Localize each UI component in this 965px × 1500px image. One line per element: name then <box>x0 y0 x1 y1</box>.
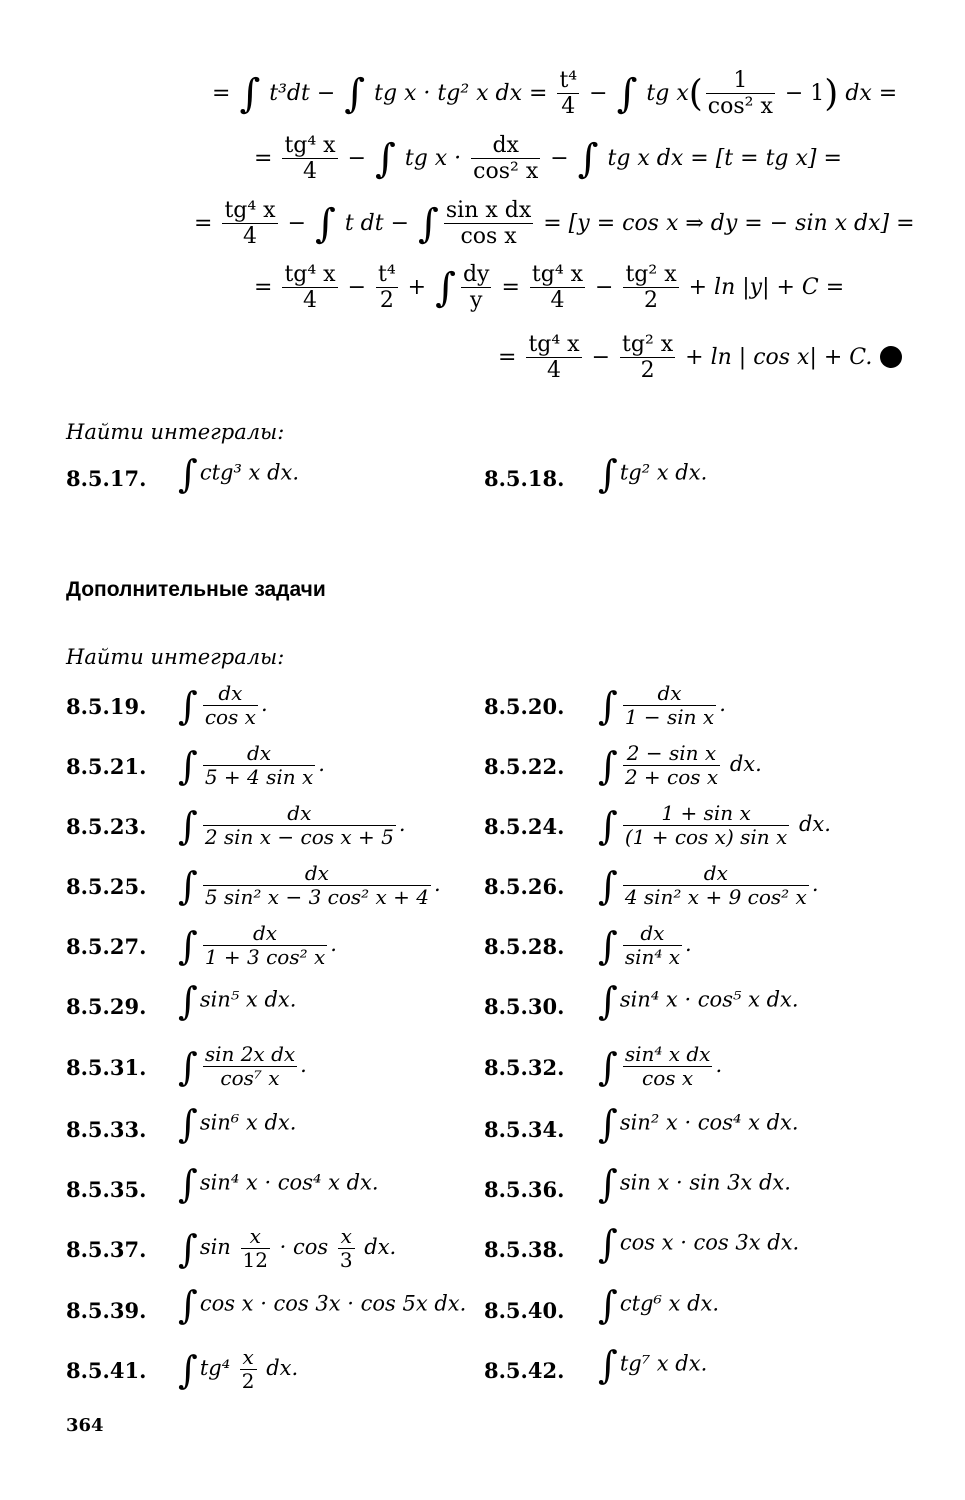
integral-sign: ∫ <box>315 200 336 247</box>
integral-sign: ∫ <box>616 70 638 117</box>
problem-number: 8.5.19. <box>66 694 147 719</box>
fraction: $\frac{\text{tg⁴ x}}{4}$ <box>284 133 336 185</box>
fraction: $\frac{1}{\text{cos² x}}$ <box>707 68 773 120</box>
problem-number: 8.5.22. <box>484 754 565 779</box>
integral-sign: ∫ <box>178 1102 198 1146</box>
problem-number: 8.5.20. <box>484 694 565 719</box>
fraction: $\frac{dx}{\text{1 − sin x}}$ <box>624 681 715 729</box>
integral-sign: ∫ <box>178 1347 198 1392</box>
problem-expression: ∫sin x · sin 3x dx. <box>598 1162 791 1206</box>
problem-expression: ∫ $\frac{\text{sin 2x dx}}{\text{cos⁷ x}}$ . <box>178 1042 307 1090</box>
problem-number: 8.5.29. <box>66 994 147 1019</box>
problem-expression: ∫ $\frac{dx}{\text{1 + 3 cos² x}}$ . <box>178 921 337 969</box>
integral-sign: ∫ <box>178 683 198 728</box>
fraction: $\frac{dx}{\text{5 + 4 sin x}}$ <box>204 741 314 789</box>
text: dx = <box>838 80 898 106</box>
integral-sign: ∫ <box>598 1102 618 1146</box>
fraction: $\frac{\text{t⁴}}{4}$ <box>559 68 578 120</box>
text: − <box>582 80 615 106</box>
problem-number: 8.5.27. <box>66 934 147 959</box>
fraction: $\frac{\text{sin 2x dx}}{\text{cos⁷ x}}$ <box>204 1042 296 1090</box>
derivation-line-4: = $\frac{\text{tg⁴ x}}{4}$ − $\frac{\text{t⁴}}{2}$ + ∫ $\frac{dy}{y}$ = $\frac{\text{tg⁴ x}}{4}$ − $\frac{\text{tg² x}}{2}$ + ln |y| + C = <box>254 262 845 314</box>
section-title: Дополнительные задачи <box>66 578 326 601</box>
problem-number: 8.5.30. <box>484 994 565 1019</box>
integral-sign: ∫ <box>178 863 198 908</box>
integral-sign: ∫ <box>598 1283 618 1327</box>
fraction: $\frac{dx}{\text{cos² x}}$ <box>473 133 539 185</box>
integral-sign: ∫ <box>418 200 439 247</box>
problem-number: 8.5.40. <box>484 1298 565 1323</box>
problem-expression: ∫ $\frac{\text{sin⁴ x dx}}{\text{cos x}}$ . <box>598 1042 723 1090</box>
problem-expression: ∫sin⁵ x dx. <box>178 979 297 1023</box>
fraction: $\frac{\text{tg² x}}{2}$ <box>622 332 674 384</box>
problem-number: 8.5.28. <box>484 934 565 959</box>
problem-number: 8.5.34. <box>484 1117 565 1142</box>
problem-expression: ∫ $\frac{dx}{\text{4 sin² x + 9 cos² x}}$ . <box>598 861 819 909</box>
integral-sign: ∫ <box>178 923 198 968</box>
problem-expression: ∫cos x · cos 3x · cos 5x dx. <box>178 1283 467 1327</box>
integral-sign: ∫ <box>598 923 618 968</box>
text: = <box>254 145 280 171</box>
integral-sign: ∫ <box>598 803 618 848</box>
fraction: $\frac{\text{tg⁴ x}}{4}$ <box>531 262 584 314</box>
problem-expression: ∫sin $\frac{x}{12}$ · cos $\frac{x}{3}$ dx. <box>178 1224 397 1272</box>
fraction: $\frac{\text{tg² x}}{2}$ <box>625 262 677 314</box>
text: tg x · tg² x dx = <box>367 80 555 106</box>
integral-sign: ∫ <box>178 1162 198 1206</box>
fraction: $\frac{\text{tg⁴ x}}{4}$ <box>224 198 276 250</box>
derivation-line-2: = $\frac{\text{tg⁴ x}}{4}$ − ∫ tg x · $\frac{dx}{\text{cos² x}}$ − ∫ tg x dx = [t = tg x] = <box>254 133 842 185</box>
problem-expression: ∫sin² x · cos⁴ x dx. <box>598 1102 799 1146</box>
find-integrals-heading: Найти интегралы: <box>66 420 285 444</box>
derivation-line-5: = $\frac{\text{tg⁴ x}}{4}$ − $\frac{\text{tg² x}}{2}$ + ln | cos x| + C. <box>498 332 873 384</box>
integral-sign: ∫ <box>598 1343 618 1387</box>
problem-expression: ∫tg⁷ x dx. <box>598 1343 708 1387</box>
integral-sign: ∫ <box>178 1044 198 1089</box>
integral-sign: ∫ <box>239 70 261 117</box>
fraction: $\frac{dx}{\text{2 sin x − cos x + 5}}$ <box>204 801 394 849</box>
fraction: $\frac{dx}{\text{5 sin² x − 3 cos² x + 4}}$ <box>204 861 430 909</box>
integral-sign: ∫ <box>178 743 198 788</box>
problem-number: 8.5.23. <box>66 814 147 839</box>
integral-sign: ∫ <box>598 1044 618 1089</box>
problem-expression: ∫ $\frac{\text{2 − sin x}}{\text{2 + cos x}}$ dx. <box>598 741 762 789</box>
problem-expression: ∫sin⁴ x · cos⁴ x dx. <box>178 1162 379 1206</box>
problem-number: 8.5.42. <box>484 1358 565 1383</box>
problem-number: 8.5.38. <box>484 1237 565 1262</box>
problem-number: 8.5.35. <box>66 1177 147 1202</box>
problem-number: 8.5.41. <box>66 1358 147 1383</box>
fraction: $\frac{\text{2 − sin x}}{\text{2 + cos x}}$ <box>624 741 719 789</box>
fraction: $\frac{\text{tg⁴ x}}{4}$ <box>528 332 580 384</box>
fraction: $\frac{dx}{\text{cos x}}$ <box>204 681 256 729</box>
find-integrals-heading: Найти интегралы: <box>66 645 285 669</box>
problem-expression: ∫ $\frac{dx}{\text{1 − sin x}}$ . <box>598 681 726 729</box>
problem-number: 8.5.36. <box>484 1177 565 1202</box>
integral-sign: ∫ <box>178 1283 198 1327</box>
integral-sign: ∫ <box>178 979 198 1023</box>
problem-number: 8.5.31. <box>66 1055 147 1080</box>
problem-number: 8.5.33. <box>66 1117 147 1142</box>
integral-sign: ∫ <box>598 979 618 1023</box>
problem-number: 8.5.18. <box>484 466 565 491</box>
fraction: $\frac{\text{sin x dx}}{\text{cos x}}$ <box>445 198 532 250</box>
derivation-line-3: = $\frac{\text{tg⁴ x}}{4}$ − ∫ t dt − ∫ $\frac{\text{sin x dx}}{\text{cos x}}$ = [y = cos x ⇒ dy = − sin x dx] = <box>194 198 915 250</box>
fraction: $\frac{dy}{y}$ <box>462 262 490 314</box>
fraction: $\frac{\text{tg⁴ x}}{4}$ <box>284 262 336 314</box>
fraction: $\frac{\text{t⁴}}{2}$ <box>378 262 396 314</box>
problem-expression: ∫tg² x dx. <box>598 452 708 496</box>
integral-sign: ∫ <box>577 135 599 182</box>
page-number: 364 <box>66 1415 104 1436</box>
fraction: $\frac{\text{1 + sin x}}{\text{(1 + cos x) sin x}}$ <box>624 801 788 849</box>
fraction: $\frac{dx}{\text{4 sin² x + 9 cos² x}}$ <box>624 861 807 909</box>
text: = <box>212 80 238 106</box>
fraction: $\frac{dx}{\text{1 + 3 cos² x}}$ <box>204 921 326 969</box>
problem-number: 8.5.32. <box>484 1055 565 1080</box>
integral-sign: ∫ <box>598 743 618 788</box>
problem-expression: ∫sin⁴ x · cos⁵ x dx. <box>598 979 799 1023</box>
integral-sign: ∫ <box>598 863 618 908</box>
problem-expression: ∫cos x · cos 3x dx. <box>598 1222 800 1266</box>
problem-number: 8.5.17. <box>66 466 147 491</box>
problem-expression: ∫ $\frac{dx}{\text{2 sin x − cos x + 5}}$ . <box>178 801 406 849</box>
problem-expression: ∫ $\frac{\text{1 + sin x}}{\text{(1 + cos x) sin x}}$ dx. <box>598 801 831 849</box>
problem-expression: ∫ $\frac{dx}{\text{5 + 4 sin x}}$ . <box>178 741 325 789</box>
integral-sign: ∫ <box>344 70 366 117</box>
problem-number: 8.5.25. <box>66 874 147 899</box>
integral-sign: ∫ <box>178 1226 198 1271</box>
fraction: $\frac{x}{2}$ <box>241 1345 255 1393</box>
integral-sign: ∫ <box>598 1162 618 1206</box>
problem-number: 8.5.21. <box>66 754 147 779</box>
integral-sign: ∫ <box>598 683 618 728</box>
integral-sign: ∫ <box>435 264 456 311</box>
problem-expression: ∫ctg³ x dx. <box>178 452 300 496</box>
end-of-proof-bullet-icon <box>880 346 902 368</box>
text: − 1 <box>777 80 825 106</box>
problem-number: 8.5.26. <box>484 874 565 899</box>
text: tg x <box>639 80 689 106</box>
problem-expression: ∫tg⁴ $\frac{x}{2}$ dx. <box>178 1345 299 1393</box>
fraction: $\frac{x}{3}$ <box>339 1224 353 1272</box>
problem-number: 8.5.37. <box>66 1237 147 1262</box>
problem-number: 8.5.24. <box>484 814 565 839</box>
problem-number: 8.5.39. <box>66 1298 147 1323</box>
problem-expression: ∫ctg⁶ x dx. <box>598 1283 720 1327</box>
fraction: $\frac{x}{12}$ <box>242 1224 268 1272</box>
problem-expression: ∫ $\frac{dx}{\text{5 sin² x − 3 cos² x + 4}}$ . <box>178 861 441 909</box>
integral-sign: ∫ <box>375 135 396 182</box>
integral-sign: ∫ <box>178 803 198 848</box>
fraction: $\frac{\text{sin⁴ x dx}}{\text{cos x}}$ <box>624 1042 711 1090</box>
integral-sign: ∫ <box>598 1222 618 1266</box>
fraction: $\frac{dx}{\text{sin⁴ x}}$ <box>624 921 681 969</box>
derivation-line-1: = ∫ t³dt − ∫ tg x · tg² x dx = $\frac{\text{t⁴}}{4}$ − ∫ tg x( $\frac{1}{\text{cos² x}}$ − 1) dx = <box>212 68 898 120</box>
text: t³dt − <box>262 80 343 106</box>
problem-expression: ∫ $\frac{dx}{\text{cos x}}$ . <box>178 681 268 729</box>
problem-expression: ∫ $\frac{dx}{\text{sin⁴ x}}$ . <box>598 921 692 969</box>
problem-expression: ∫sin⁶ x dx. <box>178 1102 297 1146</box>
